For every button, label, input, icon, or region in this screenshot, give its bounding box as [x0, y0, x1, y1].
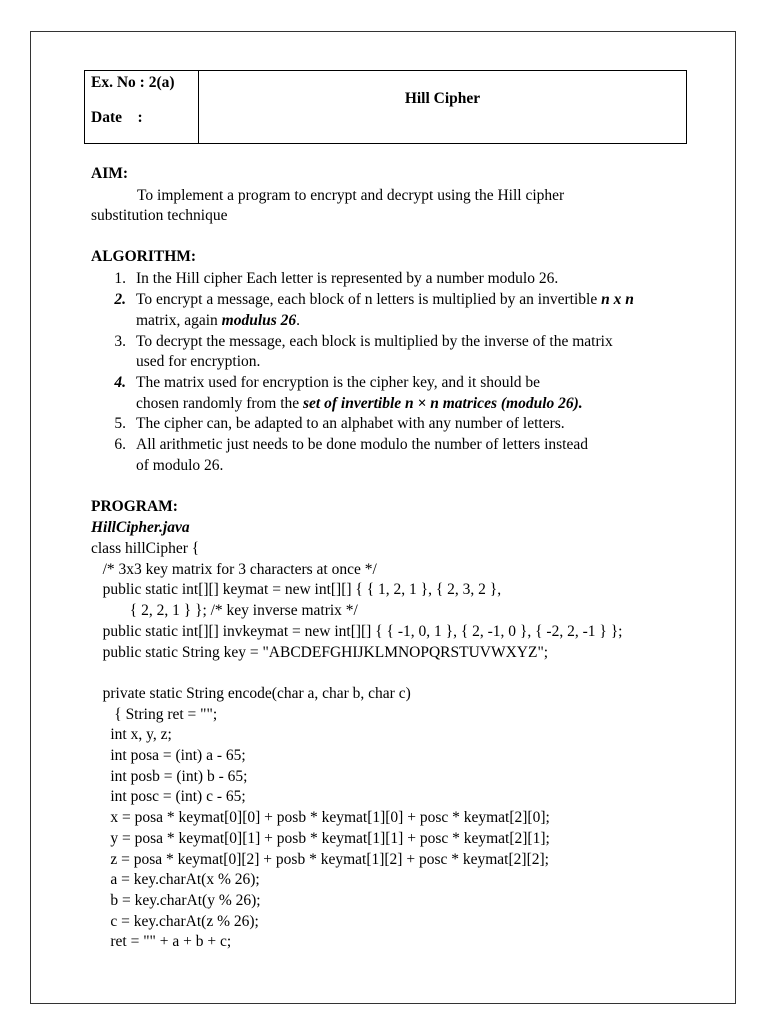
- code-line: private static String encode(char a, char b, char c): [91, 685, 411, 702]
- aim-text-line2: substitution technique: [91, 207, 228, 224]
- page-title: Hill Cipher: [404, 90, 481, 107]
- list-item-continuation: of modulo 26.: [136, 457, 224, 474]
- list-item-continuation: [136, 311, 300, 331]
- code-line: x = posa * keymat[0][0] + posb * keymat[1][0] + posc * keymat[2][0];: [91, 809, 550, 826]
- list-item-emphasis: n x n: [601, 291, 634, 308]
- list-item-number: 1.: [114, 270, 126, 287]
- code-line: { String ret = "";: [91, 706, 218, 723]
- list-item-number: 2.: [114, 291, 126, 308]
- code-line: b = key.charAt(y % 26);: [91, 892, 261, 909]
- list-item-text: chosen randomly from the: [136, 395, 304, 412]
- algorithm-heading: ALGORITHM:: [91, 248, 197, 265]
- list-item: The cipher can, be adapted to an alphabet with any number of letters.: [136, 415, 565, 432]
- code-line: int posa = (int) a - 65;: [91, 747, 246, 764]
- list-item-emphasis: set of invertible n × n matrices (modulo 26).: [303, 395, 583, 412]
- aim-text-line1: To implement a program to encrypt and decrypt using the Hill cipher: [137, 187, 565, 204]
- list-item-continuation: used for encryption.: [136, 353, 261, 370]
- date-label: Date :: [91, 109, 143, 126]
- header-table: [84, 70, 687, 144]
- code-line: { 2, 2, 1 } }; /* key inverse matrix */: [91, 602, 358, 619]
- list-item: In the Hill cipher Each letter is represented by a number modulo 26.: [136, 270, 559, 287]
- code-line: public static String key = "ABCDEFGHIJKLMNOPQRSTUVWXYZ";: [91, 644, 549, 661]
- list-item-continuation: [136, 394, 583, 414]
- code-line: int x, y, z;: [91, 726, 172, 743]
- list-item-number: 3.: [114, 333, 126, 350]
- code-line: int posb = (int) b - 65;: [91, 768, 248, 785]
- list-item-text: .: [296, 312, 301, 329]
- list-item-number: 5.: [114, 415, 126, 432]
- aim-heading: AIM:: [91, 165, 129, 182]
- program-filename: HillCipher.java: [91, 519, 190, 536]
- code-line: public static int[][] invkeymat = new int[][] { { -1, 0, 1 }, { 2, -1, 0 }, { -2, 2, -1 } };: [91, 623, 623, 640]
- code-line: c = key.charAt(z % 26);: [91, 913, 259, 930]
- code-line: a = key.charAt(x % 26);: [91, 871, 260, 888]
- code-line: int posc = (int) c - 65;: [91, 788, 246, 805]
- list-item: [136, 290, 634, 310]
- code-line: public static int[][] keymat = new int[][] { { 1, 2, 1 }, { 2, 3, 2 },: [91, 581, 502, 598]
- list-item-number: 4.: [114, 374, 126, 391]
- list-item: To decrypt the message, each block is multiplied by the inverse of the matrix: [136, 333, 613, 350]
- list-item-number: 6.: [114, 436, 126, 453]
- list-item: All arithmetic just needs to be done modulo the number of letters instead: [136, 436, 588, 453]
- list-item-text: To encrypt a message, each block of n letters is multiplied by an invertible: [136, 291, 602, 308]
- code-line: z = posa * keymat[0][2] + posb * keymat[1][2] + posc * keymat[2][2];: [91, 851, 549, 868]
- code-line: class hillCipher {: [91, 540, 200, 557]
- list-item-emphasis: modulus 26: [221, 312, 297, 329]
- code-line: ret = "" + a + b + c;: [91, 933, 232, 950]
- exercise-number: Ex. No : 2(a): [91, 74, 175, 91]
- code-line: y = posa * keymat[0][1] + posb * keymat[1][1] + posc * keymat[2][1];: [91, 830, 550, 847]
- code-line: /* 3x3 key matrix for 3 characters at once */: [91, 561, 377, 578]
- program-heading: PROGRAM:: [91, 498, 178, 515]
- list-item-text: matrix, again: [136, 312, 222, 329]
- list-item: The matrix used for encryption is the cipher key, and it should be: [136, 374, 541, 391]
